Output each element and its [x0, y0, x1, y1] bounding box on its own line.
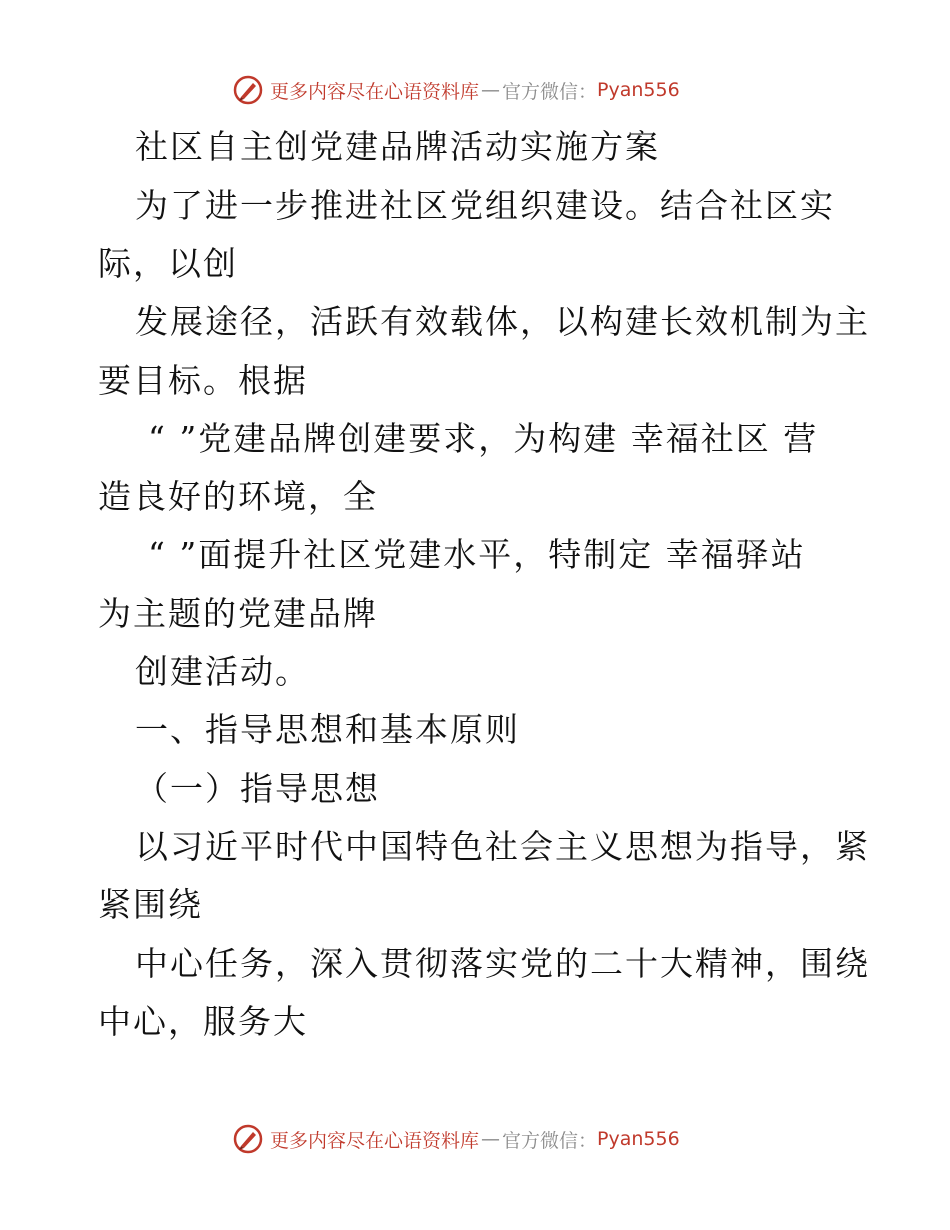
watermark-header	[232, 73, 680, 107]
watermark-footer	[232, 1122, 680, 1156]
paragraph-line: “ ”面提升社区党建水平，特制定 幸福驿站	[148, 535, 806, 574]
watermark-text: 更多内容尽在心语资料库	[270, 1129, 480, 1152]
document-title: 社区自主创党建品牌活动实施方案	[135, 127, 660, 166]
paragraph-line: 造良好的环境，全	[98, 477, 378, 516]
paragraph-line: 要目标。根据	[98, 361, 308, 400]
paragraph-line: 以习近平时代中国特色社会主义思想为指导，紧	[135, 827, 870, 866]
watermark-wechat-label: 官方微信：	[502, 80, 598, 103]
watermark-separator: —	[481, 1128, 501, 1150]
watermark-text: 更多内容尽在心语资料库	[270, 80, 480, 103]
pen-logo-icon	[232, 74, 264, 106]
paragraph-line: “ ”党建品牌创建要求，为构建 幸福社区 营	[148, 419, 819, 458]
paragraph-line: 中心，服务大	[98, 1002, 308, 1041]
paragraph-line: 际，以创	[98, 244, 238, 283]
watermark-wechat-id: Pyan556	[597, 79, 680, 101]
paragraph-line: 紧围绕	[98, 885, 203, 924]
paragraph-line: 发展途径，活跃有效载体，以构建长效机制为主	[135, 302, 870, 341]
paragraph-line: 中心任务，深入贯彻落实党的二十大精神，围绕	[135, 944, 870, 983]
paragraph-line: 为了进一步推进社区党组织建设。结合社区实	[135, 186, 835, 225]
section-heading: 一、指导思想和基本原则	[135, 710, 520, 749]
watermark-wechat-id: Pyan556	[597, 1128, 680, 1150]
subsection-heading: （一）指导思想	[135, 769, 380, 808]
watermark-wechat-label: 官方微信：	[502, 1129, 598, 1152]
watermark-separator: —	[481, 79, 501, 101]
pen-logo-icon	[232, 1123, 264, 1155]
paragraph-line: 创建活动。	[135, 652, 310, 691]
paragraph-line: 为主题的党建品牌	[98, 594, 378, 633]
